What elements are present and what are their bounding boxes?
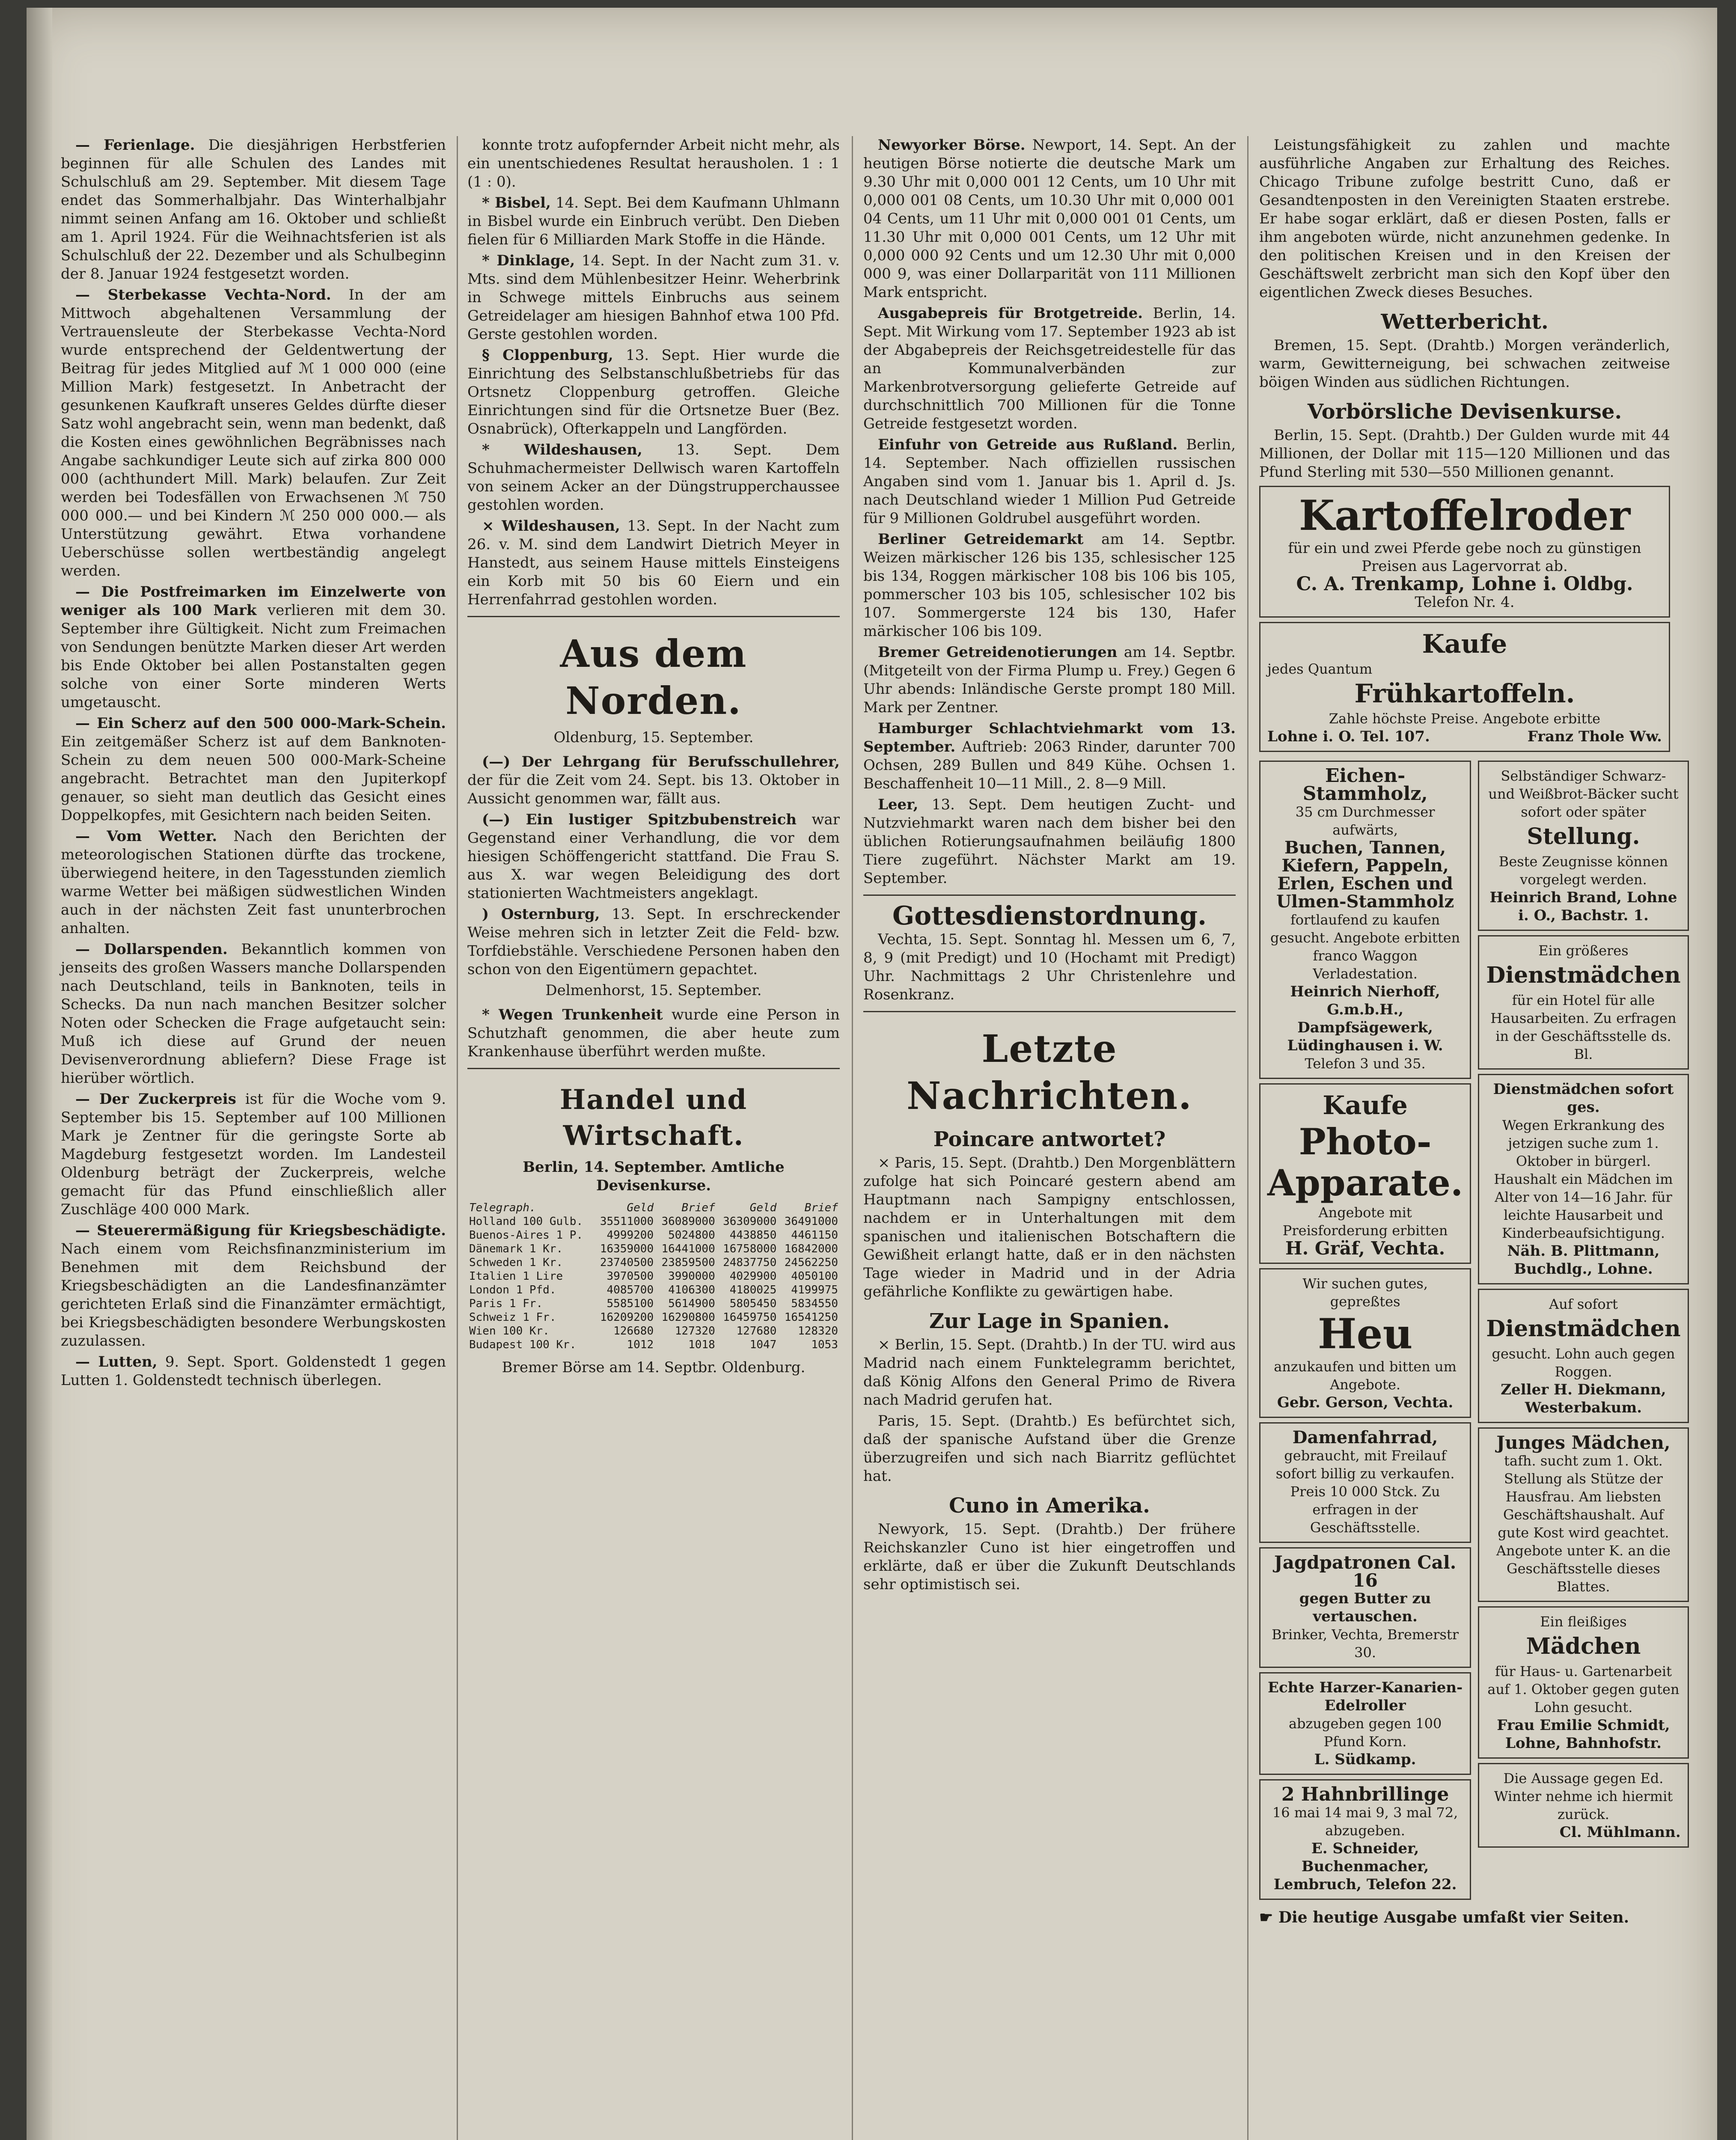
ad-advertiser: Heinrich Nierhoff, G.m.b.H., Dampfsägewerk, Lüdinghausen i. W. [1287,983,1443,1054]
ad-junges-maedchen [1478,1427,1688,1602]
article-paragraph: × Berlin, 15. Sept. (Drahtb.) In der TU. wird aus Madrid nach einem Funktelegramm berichtet, daß König Alfons den General Primo de Rivera nach Madrid gerufen hat. [863,1336,1236,1409]
divider [467,616,840,617]
article-paragraph: — Die Postfreimarken im Einzelwerte von weniger als 100 Mark verlieren mit dem 30. September ihre Gültigkeit. Nicht zum Freimachen von Sendungen benützte Marken dieser Art werden bis Ende Oktober bei allen Postanstalten gegen solche von einer Sorte minderen Werts umgetauscht. [61,583,446,711]
article-paragraph: § Cloppenburg, 13. Sept. Hier wurde die Einrichtung des Selbstanschlußbetriebs für das Ortsnetz Cloppenburg getroffen. Gleiche Einrichtungen sind für die Ortsnetze Buer (Bez. Osnabrück), Ofterkappeln und Langförden. [467,347,840,437]
ad-text: abzugeben gegen 100 Pfund Korn. [1288,1715,1442,1750]
table-row [467,1269,840,1283]
table-cell: 1012 [627,1338,654,1351]
ad-text: Ein größeres [1538,942,1629,959]
ad-text: anzukaufen und bitten um Angebote. [1274,1358,1457,1393]
ad-title: Eichen-Stammholz, [1302,765,1428,805]
article-paragraph: * Bisbel, 14. Sept. Bei dem Kaufmann Uhlmann in Bisbel wurde ein Einbruch verübt. Den Dieben fielen für 6 Milliarden Mark Stoffe in die Hände. [467,194,840,248]
ad-advertiser: H. Gräf, Vechta. [1285,1238,1445,1259]
table-cell: 4999200 [606,1229,654,1242]
article-paragraph: — Vom Wetter. Nach den Berichten der meteorologischen Stationen dürfte das trockene, überwiegend heitere, in den Tagesstunden ziemlich warme Wetter bei mäßigen südwestlichen Winden auch in der nächsten Zeit fast ununterbrochen anhalten. [61,828,446,937]
table-row [467,1338,840,1352]
table-row [467,1324,840,1338]
table-cell: 5834550 [791,1297,838,1310]
table-cell: 4029900 [729,1270,777,1283]
ad-phone: Lohne i. O. Tel. 107. [1267,728,1430,745]
pointing-hand-icon: ☛ [1259,1908,1273,1926]
table-cell: 4461150 [791,1229,838,1242]
ad-eichen-stammholz [1259,761,1471,1079]
table-row [467,1228,840,1242]
article-paragraph: ) Osternburg, 13. Sept. In erschreckender Weise mehren sich in letzter Zeit die Feld- bzw. Torfdiebstähle. Verschiedene Personen haben den schon von den Eigentümern gepachtet. [467,906,840,978]
ad-text: tafh. sucht zum 1. Okt. Stellung als Stütze der Hausfrau. Am liebsten Geschäftshaushalt. Auf gute Kost wird geachtet. Angebote unter K. an die Geschäftsstelle dieses Blattes. [1496,1453,1671,1595]
ad-dienstmaedchen-1 [1478,935,1688,1070]
ad-advertiser: Brinker, Vechta, Bremerstr 30. [1272,1626,1459,1661]
footer-note: ☛ Die heutige Ausgabe umfaßt vier Seiten. [1259,1908,1629,1926]
ad-advertiser: Zeller H. Diekmann, Westerbakum. [1501,1381,1666,1416]
column-rule [1247,136,1248,2140]
article-paragraph: (—) Der Lehrgang für Berufsschullehrer, der für die Zeit vom 24. Sept. bis 13. Oktober in Aussicht genommen war, fällt aus. [467,753,840,807]
table-cell: 5805450 [729,1297,777,1310]
trade-footer: Bremer Börse am 14. Septbr. Oldenburg. [502,1359,806,1376]
ad-title: Echte Harzer-Kanarien-Edelroller [1268,1679,1463,1714]
ad-title: Stellung. [1527,823,1640,850]
ad-text: 16 mai 14 mai 9, 3 mal 72, abzugeben. [1272,1804,1458,1839]
article-paragraph: Ausgabepreis für Brotgetreide. Berlin, 14. Sept. Mit Wirkung vom 17. September 1923 ab ist der Abgabepreis der Reichsgetreidestelle für das an Kommunalverbänden zur Markenbrotversorgung gelieferte Getreide auf durchschnittlich 700 Millionen für die Tonne Getreide festgesetzt worden. [863,305,1236,432]
ad-text: Beste Zeugnisse können vorgelegt werden. [1498,853,1668,888]
ad-text: gesucht. Lohn auch gegen Roggen. [1492,1346,1675,1380]
table-cell: Wien 100 Kr. [469,1325,550,1338]
ad-kartoffelroder [1259,486,1670,618]
ad-heu [1259,1268,1471,1418]
table-cell: Dänemark 1 Kr. [469,1242,563,1255]
table-cell: 3990000 [668,1270,715,1283]
article-paragraph: Bremen, 15. Sept. (Drahtb.) Morgen veränderlich, warm, Gewitterneigung, bei schwachen zeitweise böigen Winden aus südlichen Richtungen. [1259,337,1670,391]
ads-column-right [1478,756,1688,1904]
table-cell: 16359000 [600,1242,654,1255]
table-cell: 24562250 [784,1256,838,1269]
article-paragraph: Paris, 15. Sept. (Drahtb.) Es befürchtet sich, daß der spanische Aufstand über die Grenze überzugreifen und sich nach Biarritz geflüchtet hat. [863,1412,1236,1485]
column-header: Telegraph. [469,1201,536,1214]
section-heading-trade: Handel und Wirtschaft. [559,1084,748,1152]
table-cell: 4180025 [729,1284,777,1296]
ad-text: Buchen, Tannen, Kiefern, Pappeln, Erlen, Eschen und Ulmen-Stammholz [1276,838,1454,912]
table-cell: 4438850 [729,1229,777,1242]
ad-advertiser: L. Südkamp. [1314,1751,1416,1768]
ad-kaufe-fruehkartoffeln [1259,622,1670,752]
article-paragraph: * Wildeshausen, 13. Sept. Dem Schuhmachermeister Dellwisch waren Kartoffeln von seinem Acker an der Düngstrupperchaussee gestohlen worden. [467,441,840,514]
section-heading-north: Aus dem Norden. [560,631,747,723]
table-cell: Schweden 1 Kr. [469,1256,563,1269]
column-4 [1259,136,1681,1927]
ad-text: Ein fleißiges [1540,1614,1627,1630]
table-cell: Budapest 100 Kr. [469,1338,577,1351]
table-cell: 4199975 [791,1284,838,1296]
table-row [467,1297,840,1311]
table-cell: 126680 [613,1325,654,1338]
ad-text: Selbständiger Schwarz- und Weißbrot-Bäcker sucht sofort oder später [1488,768,1679,820]
divider [863,895,1236,896]
article-paragraph: Hamburger Schlachtviehmarkt vom 13. September. Auftrieb: 2063 Rinder, darunter 700 Ochsen, 289 Bullen und 849 Kühe. Ochsen 1. Beschaffenheit 10—11 Mill., 2. 8—9 Mill. [863,720,1236,792]
ad-text: gegen Butter zu vertauschen. [1299,1590,1431,1625]
ad-text: für ein und zwei Pferde gebe noch zu günstigen Preisen aus Lagervorrat ab. [1288,540,1641,575]
table-cell: 5614900 [668,1297,715,1310]
ad-maedchen [1478,1606,1688,1759]
divider [467,1068,840,1069]
ad-item: Frühkartoffeln. [1354,679,1575,709]
ad-title: Photo-Apparate. [1267,1121,1463,1204]
table-cell: 36309000 [723,1215,777,1228]
exchange-rate-rows [467,1215,840,1352]
table-cell: 16209200 [600,1311,654,1324]
article-paragraph: Einfuhr von Getreide aus Rußland. Berlin, 14. September. Nach offiziellen russischen Angaben sind vom 1. Januar bis 1. April d. Js. nach Deutschland wieder 1 Million Pud Getreide für 9 Millionen Goldrubel ausgeführt worden. [863,436,1236,527]
ad-harzer-kanarien [1259,1672,1471,1775]
ad-text: Kaufe [1323,1091,1408,1121]
table-cell: 16842000 [784,1242,838,1255]
ad-baecker-stellung [1478,761,1688,931]
table-cell: 36491000 [784,1215,838,1228]
table-row [467,1283,840,1297]
ad-title: Heu [1317,1310,1413,1358]
ad-hahnbrillinge [1259,1779,1471,1900]
article-paragraph: * Dinklage, 14. Sept. In der Nacht zum 31. v. Mts. sind dem Mühlenbesitzer Heinr. Weherbrink in Schwege mittels Einbruchs aus seinem Getreidelager am hiesigen Bahnhof etwa 100 Pfd. Gerste gestohlen worden. [467,252,840,343]
dateline: Oldenburg, 15. September. [553,729,754,746]
ad-advertiser: Heinrich Brand, Lohne i. O., Bachstr. 1. [1489,889,1677,924]
table-cell: 127320 [675,1325,715,1338]
article-paragraph: Bremer Getreidenotierungen am 14. Septbr. (Mitgeteilt von der Firma Plump u. Frey.) Gegen 6 Uhr abends: Inländische Gerste prompt 180 Mill. Mark per Zentner. [863,644,1236,716]
ad-text: für Haus- u. Gartenarbeit auf 1. Oktober gegen guten Lohn gesucht. [1487,1663,1680,1715]
table-cell: 16541250 [784,1311,838,1324]
page-binding-edge [27,8,52,2140]
article-paragraph: × Paris, 15. Sept. (Drahtb.) Den Morgenblättern zufolge hat sich Poincaré gestern abend am Hauptmann nach Sampigny entschlossen, nachdem er in Unterhaltungen mit dem spanischen und italienischen Botschaftern die Gewißheit erlangt hatte, daß er in den nächsten Tage wieder in Madrid und in der Adria gefährliche Konflikte zu gewärtigen habe. [863,1154,1236,1300]
table-row [467,1256,840,1269]
ad-dienstmaedchen-2 [1478,1074,1688,1284]
column-header: Brief [804,1201,838,1214]
ad-text: fortlaufend zu kaufen gesucht. Angebote erbitten franco Waggon Verladestation. [1270,912,1460,982]
table-cell: 3970500 [606,1270,654,1283]
ad-text: Zahle höchste Preise. Angebote erbitte [1329,710,1601,727]
table-cell: London 1 Pfd. [469,1284,556,1296]
table-cell: 5585100 [606,1297,654,1310]
ads-row [1259,756,1681,1904]
section-heading-latest: Letzte Nachrichten. [907,1026,1192,1118]
article-paragraph: — Der Zuckerpreis ist für die Woche vom 9. September bis 15. September auf 100 Millionen Mark je Zentner für die geringste Sorte ab Magdeburg festgesetzt worden. Im Landesteil Oldenburg beträgt der Zuckerpreis, welche gemacht für das Pfund einschließlich aller Zuschläge 400 000 Mark. [61,1091,446,1218]
table-cell: 35511000 [600,1215,654,1228]
section-heading-devisen: Vorbörsliche Devisenkurse. [1307,400,1622,424]
table-cell: 4050100 [791,1270,838,1283]
table-cell: 4106300 [668,1284,715,1296]
ad-advertiser: Franz Thole Ww. [1527,728,1662,745]
table-cell: 16441000 [661,1242,715,1255]
ad-title: Dienstmädchen [1486,1316,1681,1342]
table-cell: 36089000 [661,1215,715,1228]
ad-title: Kartoffelroder [1299,491,1631,540]
ad-text: Auf sofort [1549,1296,1618,1312]
article-paragraph: Newyorker Börse. Newport, 14. Sept. An der heutigen Börse notierte die deutsche Mark um 9.30 Uhr mit 0,000 001 12 Cents, um 10 Uhr mit 0,000 001 08 Cents, um 10.30 Uhr mit 0,000 001 04 Cents, um 11 Uhr mit 0,000 001 01 Cents, um 11.30 Uhr mit 0,000 001 Cents, um 12 Uhr mit 0,000 000 92 Cents und um 12.30 Uhr mit 0,000 000 9, was einer Dollarparität von 111 Millionen Mark entspricht. [863,137,1236,301]
ad-phone: Telefon Nr. 4. [1415,594,1515,611]
ad-title: Kaufe [1422,629,1507,659]
sub-heading: Cuno in Amerika. [949,1494,1150,1518]
table-cell: 16290800 [661,1311,715,1324]
table-cell: 4085700 [606,1284,654,1296]
column-2 [467,136,840,1383]
table-header-row [467,1201,840,1215]
ad-text: jedes Quantum [1267,661,1373,677]
sub-heading: Zur Lage in Spanien. [929,1309,1170,1333]
table-cell: 24837750 [723,1256,777,1269]
table-cell: 23740500 [600,1256,654,1269]
table-cell: Italien 1 Lire [469,1270,563,1283]
ad-text: Wegen Erkrankung des jetzigen suche zum 1. Oktober in bürgerl. Haushalt ein Mädchen im Alter von 14—16 Jahr. für leichte Hausarbeit und Kinderbeaufsichtigung. [1494,1117,1673,1241]
article-paragraph: Newyork, 15. Sept. (Drahtb.) Der frühere Reichskanzler Cuno ist hier eingetroffen und erklärte, daß er über die Zukunft Deutschlands sehr optimistisch sei. [863,1521,1236,1593]
sub-heading: Poincare antwortet? [933,1127,1166,1151]
ad-title: Damenfahrrad, [1292,1427,1438,1447]
ad-title: Dienstmädchen [1486,962,1681,988]
table-cell: Schweiz 1 Fr. [469,1311,556,1324]
article-paragraph: (—) Ein lustiger Spitzbubenstreich war Gegenstand einer Verhandlung, die vor dem hiesigen Schöffengericht stattfand. Die Frau S. aus X. war wegen Beleidigung des dort stationierten Wachtmeisters angeklagt. [467,811,840,902]
article-paragraph: — Ein Scherz auf den 500 000-Mark-Schein. Ein zeitgemäßer Scherz ist auf dem Banknoten-Schein zu dem neuen 500 000-Mark-Scheine angebracht. Betrachtet man den Jupiterkopf genauer, so sieht man deutlich das Gesicht eines Doppelkopfes, mit Gesichtern nach beiden Seiten. [61,715,446,824]
column-1 [61,136,446,1392]
ad-title: 2 Hahnbrillinge [1281,1783,1449,1805]
ad-text: 35 cm Durchmesser aufwärts, [1295,804,1435,838]
ad-damenfahrrad [1259,1422,1471,1543]
article-paragraph: — Lutten, 9. Sept. Sport. Goldenstedt 1 gegen Lutten 1. Goldenstedt technisch überlegen. [61,1353,446,1389]
ad-phone: Telefon 3 und 35. [1305,1055,1426,1072]
table-cell: 1053 [811,1338,838,1351]
ad-text: Die Aussage gegen Ed. Winter nehme ich hiermit zurück. [1494,1770,1673,1822]
trade-intro: Berlin, 14. September. Amtliche Devisenkurse. [523,1159,785,1194]
ad-footer [1267,728,1662,746]
table-cell: 127680 [736,1325,777,1338]
dateline: Delmenhorst, 15. September. [545,982,762,999]
table-cell: 23859500 [661,1256,715,1269]
article-paragraph: Berlin, 15. Sept. (Drahtb.) Der Gulden wurde mit 44 Millionen, der Dollar mit 115—120 Millionen und das Pfund Sterling mit 530—550 Millionen genannt. [1259,427,1670,481]
article-paragraph: Vechta, 15. Sept. Sonntag hl. Messen um 6, 7, 8, 9 (mit Predigt) und 10 (Hochamt mit Predigt) Uhr. Nachmittags 2 Uhr Christenlehre und Rosenkranz. [863,931,1236,1003]
ad-title: Dienstmädchen sofort ges. [1493,1081,1674,1116]
column-rule [852,136,853,2140]
table-cell: 1047 [749,1338,777,1351]
ads-column-left [1259,756,1471,1904]
column-header: Brief [681,1201,715,1214]
article-paragraph: — Sterbekasse Vechta-Nord. In der am Mittwoch abgehaltenen Versammlung der Vertrauensleute der Sterbekasse Vechta-Nord wurde entsprechend der Geldentwertung der Beitrag für jedes Mitglied auf ℳ 1 000 000 (eine Million Mark) festgesetzt. In Anbetracht der gesunkenen Kaufkraft unseres Geldes dürfte dieser Satz wohl angebracht sein, wenn man bedenkt, daß die Kosten eines gewöhnlichen Begräbnisses nach Angabe sachkundiger Leute sich auf zirka 800 000 000 (achthundert Mill. Mark) belaufen. Zur Zeit werden bei Todesfällen von Erwachsenen ℳ 750 000 000.— und bei Kindern ℳ 250 000 000.— als Unterstützung gewährt. Etwa vorhandene Ueberschüsse sollen wertbeständig angelegt werden. [61,286,446,580]
ad-title: Junges Mädchen, [1496,1432,1671,1453]
article-paragraph: konnte trotz aufopfernder Arbeit nicht mehr, als ein unentschiedenes Resultat herausholen. 1 : 1 (1 : 0). [467,137,840,190]
article-paragraph: Leistungsfähigkeit zu zahlen und machte ausführliche Angaben zur Erhaltung des Reiches. Chicago Tribune zufolge bestritt Cuno, daß er Gesandtenposten in den Vereinigten Staaten erstrebe. Er habe sogar erklärt, daß er diesen Posten, falls er ihm angeboten würde, nicht anzunehmen gedenke. In den politischen Kreisen und in den Kreisen der Geschäftswelt zerbricht man sich den Kopf über den eigentlichen Zweck dieses Besuches. [1259,137,1670,301]
ad-photo-apparate [1259,1083,1471,1264]
column-rule [457,136,458,2140]
article-paragraph: — Steuerermäßigung für Kriegsbeschädigte. Nach einem vom Reichsfinanzministerium im Benehmen mit dem Reichsbund der Kriegsbeschädigten an die Landesfinanzämter gerichteten Erlaß sind die Finanzämter ermächtigt, bei Kriegsbeschädigten besondere Werbungskosten zuzulassen. [61,1222,446,1349]
section-heading-church: Gottesdienstordnung. [892,901,1207,931]
table-cell: Holland 100 Gulb. [469,1215,583,1228]
ad-advertiser: C. A. Trenkamp, Lohne i. Oldbg. [1296,573,1633,595]
ad-jagdpatronen [1259,1547,1471,1668]
ad-advertiser: Frau Emilie Schmidt, Lohne, Bahnhofstr. [1497,1717,1670,1752]
column-3 [863,136,1236,1596]
ad-advertiser: E. Schneider, Buchenmacher, Lembruch, Telefon 22. [1273,1840,1457,1893]
ad-dienstmaedchen-3 [1478,1289,1688,1423]
article-paragraph: Berliner Getreidemarkt am 14. Septbr. Weizen märkischer 126 bis 135, schlesischer 125 bis 134, Roggen märkischer 108 bis 106 bis 105, pommerscher 103 bis 105, schlesischer 102 bis 107. Sommergerste 124 bis 130, Hafer märkischer 106 bis 109. [863,531,1236,640]
table-cell: 16758000 [723,1242,777,1255]
table-cell: 16459750 [723,1311,777,1324]
divider [863,1011,1236,1012]
table-cell: 5024800 [668,1229,715,1242]
ad-advertiser: Gebr. Gerson, Vechta. [1277,1394,1454,1411]
article-paragraph: × Wildeshausen, 13. Sept. In der Nacht zum 26. v. M. sind dem Landwirt Dietrich Meyer in Hanstedt, aus seinem Hause mittels Einsteigens ein Korb mit 50 bis 60 Eiern und ein Herrenfahrrad gestohlen worden. [467,517,840,608]
article-paragraph: — Ferienlage. Die diesjährigen Herbstferien beginnen für alle Schulen des Landes mit Schulschluß am 29. September. Mit diesem Tage endet das Sommerhalbjahr. Das Winterhalbjahr nimmt seinen Anfang am 16. Oktober und schließt am 1. April 1924. Für die Weihnachtsferien ist als Schulschluß der 22. Dezember und als Schulbeginn der 8. Januar 1924 festgesetzt worden. [61,137,446,282]
table-row [467,1311,840,1324]
ad-text: gebraucht, mit Freilauf sofort billig zu verkaufen. Preis 10 000 Stck. Zu erfragen in der Geschäftsstelle. [1275,1447,1455,1536]
table-cell: 1018 [688,1338,715,1351]
ad-text: Angebote mit Preisforderung erbitten [1282,1204,1448,1239]
ad-advertiser: Näh. B. Plittmann, Buchdlg., Lohne. [1507,1242,1660,1278]
article-paragraph: — Dollarspenden. Bekanntlich kommen von jenseits des großen Wassers manche Dollarspenden nach Deutschland, teils in Banknoten, teils in Schecks. Da nun nach manchen Besitzer solcher Noten oder Schecken die Frage aufgetaucht sein: Muß ich diese auf Grund der neuen Devisenverordnung abliefern? Diese Frage ist hierüber wörtlich. [61,941,446,1087]
ad-advertiser: Cl. Mühlmann. [1559,1824,1681,1841]
table-cell: 128320 [798,1325,838,1338]
table-row [467,1242,840,1256]
section-heading-weather: Wetterbericht. [1381,310,1549,334]
ad-title: Mädchen [1526,1633,1641,1659]
column-header: Geld [627,1201,654,1214]
exchange-rate-table [467,1201,840,1352]
table-row [467,1215,840,1228]
newspaper-page [27,8,1717,2140]
article-paragraph: * Wegen Trunkenheit wurde eine Person in Schutzhaft genommen, die aber heute zum Krankenhause überführt werden mußte. [467,1006,840,1060]
article-paragraph: Leer, 13. Sept. Dem heutigen Zucht- und Nutzviehmarkt waren nach dem bisher bei den üblichen Rotierungsaufnahmen beiläufig 1800 Tiere zugeführt. Nächster Markt am 19. September. [863,796,1236,887]
table-cell: Paris 1 Fr. [469,1297,543,1310]
ad-title: Jagdpatronen Cal. 16 [1274,1552,1457,1591]
ad-text: Wir suchen gutes, gepreßtes [1302,1275,1428,1310]
column-header: Geld [749,1201,777,1214]
ad-aussage [1478,1763,1688,1848]
ad-text: für ein Hotel für alle Hausarbeiten. Zu erfragen in der Geschäftsstelle ds. Bl. [1490,992,1677,1062]
table-cell: Buenos-Aires 1 P. [469,1229,583,1242]
